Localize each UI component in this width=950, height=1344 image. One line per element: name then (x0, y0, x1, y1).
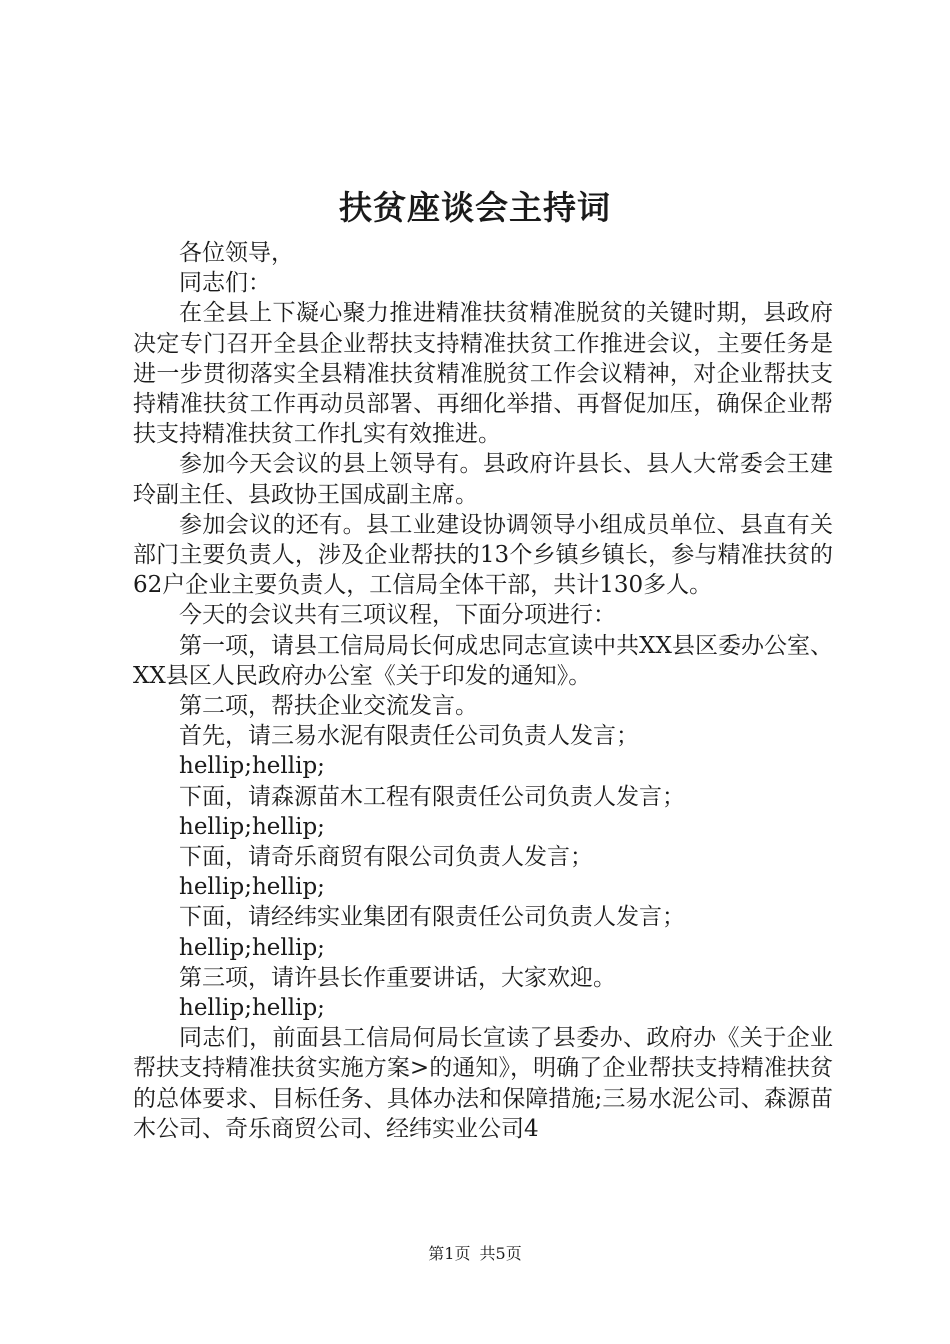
paragraph-speaker-1: 首先，请三易水泥有限责任公司负责人发言； (179, 723, 639, 750)
paragraph-opening: 在全县上下凝心聚力推进精准扶贫精准脱贫的关键时期，县政府决定专门召开全县企业帮扶支持精准扶贫工作推进会议，主要任务是进一步贯彻落实全县精准扶贫精准脱贫工作会议精神，对企业帮扶支持精准扶贫工作再动员部署、再细化举措、再督促加压，确保企业帮扶支持精准扶贫工作扎实有效推进。 (133, 300, 833, 448)
paragraph-speaker-4: 下面，请经纬实业集团有限责任公司负责人发言； (179, 904, 685, 931)
paragraph-ellipsis: hellip;hellip; (179, 874, 325, 901)
paragraph-county-leaders: 参加今天会议的县上领导有。县政府许县长、县人大常委会王建玲副主任、县政协王国成副主席。 (133, 451, 833, 508)
page-footer (0, 1244, 950, 1264)
paragraph-item-two: 第二项，帮扶企业交流发言。 (179, 693, 478, 720)
paragraph-attendees: 参加会议的还有。县工业建设协调领导小组成员单位、县直有关部门主要负责人，涉及企业帮扶的13个乡镇乡镇长，参与精准扶贫的62户企业主要负责人，工信局全体干部，共计130多人。 (133, 511, 833, 599)
total-page-count: 共5页 (479, 1244, 522, 1263)
paragraph-item-one: 第一项，请县工信局局长何成忠同志宣读中共XX县区委办公室、XX县区人民政府办公室《关于印发的通知》。 (133, 632, 833, 689)
paragraph-salutation-comrades: 同志们： (179, 270, 271, 297)
paragraph-closing: 同志们，前面县工信局何局长宣读了县委办、政府办《关于企业帮扶支持精准扶贫实施方案>的通知》，明确了企业帮扶支持精准扶贫的总体要求、目标任务、具体办法和保障措施;三易水泥公司、森源苗木公司、奇乐商贸公司、经纬实业公司4 (133, 1025, 833, 1142)
paragraph-ellipsis: hellip;hellip; (179, 813, 325, 840)
paragraph-speaker-2: 下面，请森源苗木工程有限责任公司负责人发言； (179, 783, 685, 810)
paragraph-ellipsis: hellip;hellip; (179, 934, 325, 961)
paragraph-ellipsis: hellip;hellip; (179, 753, 325, 780)
paragraph-speaker-3: 下面，请奇乐商贸有限公司负责人发言； (179, 844, 593, 871)
paragraph-agenda-intro: 今天的会议共有三项议程，下面分项进行： (179, 602, 616, 629)
paragraph-salutation-leaders: 各位领导， (179, 240, 294, 266)
document-body (133, 238, 833, 1144)
page-title: 扶贫座谈会主持词 (339, 188, 611, 227)
paragraph-item-three: 第三项，请许县长作重要讲话，大家欢迎。 (179, 964, 616, 991)
current-page-number: 第1页 (428, 1244, 471, 1263)
paragraph-ellipsis: hellip;hellip; (179, 995, 325, 1022)
